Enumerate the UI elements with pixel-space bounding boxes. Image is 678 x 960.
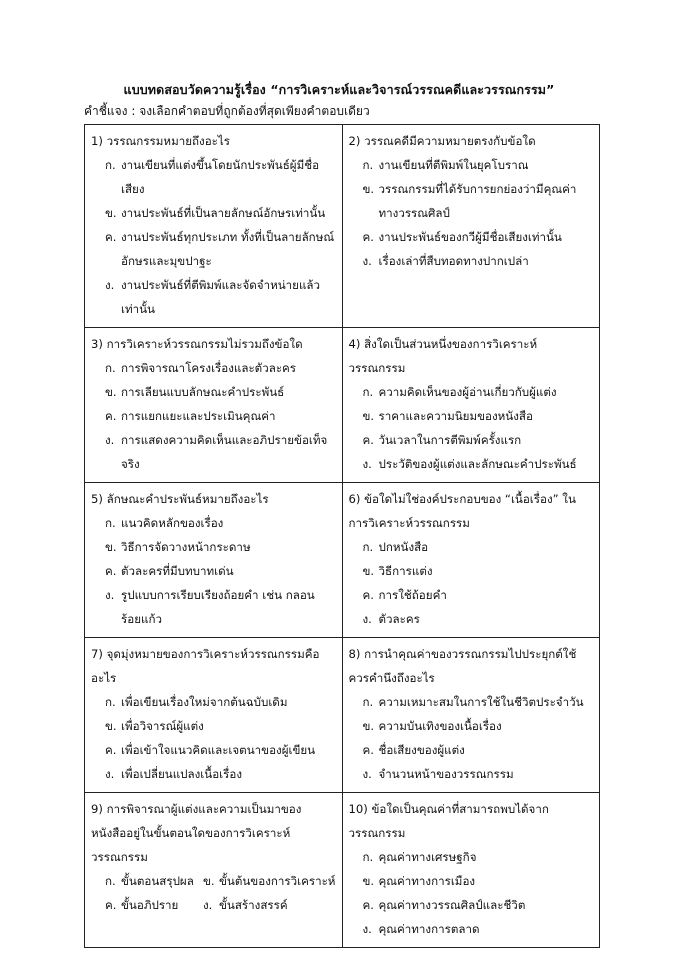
question-text: 8) การนำคุณค่าของวรรณกรรมไปประยุกต์ใช้ควรคำนึงถึงอะไร: [348, 647, 577, 685]
question-text: 1) วรรณกรรมหมายถึงอะไร: [91, 134, 230, 148]
question-text: 9) การพิจารณาผู้แต่งและความเป็นมาของหนังสืออยู่ในขั้นตอนใดของการวิเคราะห์วรรณกรรม: [91, 802, 302, 864]
option-a: ก. แนวคิดหลักของเรื่อง: [105, 516, 224, 530]
question-10: [342, 793, 600, 948]
page-title: แบบทดสอบวัดความรู้เรื่อง “การวิเคราะห์และวิจารณ์วรรณคดีและวรรณกรรม”: [123, 82, 555, 97]
option-d: ง. เรื่องเล่าที่สืบทอดทางปากเปล่า: [362, 254, 529, 268]
option-b: ข. เพื่อวิจารณ์ผู้แต่ง: [105, 719, 204, 733]
question-4: [342, 328, 600, 483]
option-d: ง. รูปแบบการเรียบเรียงถ้อยคำ เช่น กลอน ร้อยแก้ว: [105, 588, 315, 626]
option-d: ง. ตัวละคร: [362, 612, 420, 626]
question-text: 10) ข้อใดเป็นคุณค่าที่สามารถพบได้จากวรรณกรรม: [348, 802, 549, 840]
option-c: ค. ตัวละครที่มีบทบาทเด่น: [105, 564, 234, 578]
question-2: [342, 125, 600, 328]
question-text: 2) วรรณคดีมีความหมายตรงกับข้อใด: [348, 134, 536, 148]
option-b: ข. คุณค่าทางการเมือง: [362, 874, 476, 888]
option-b: ข. วรรณกรรมที่ได้รับการยกย่องว่ามีคุณค่าทางวรรณศิลป์: [362, 182, 577, 220]
option-c: ค. การแยกแยะและประเมินคุณค่า: [105, 409, 276, 423]
option-a: ก. ขั้นตอนสรุปผล: [105, 874, 194, 888]
option-a: ก. คุณค่าทางเศรษฐกิจ: [362, 850, 477, 864]
option-a: ก. เพื่อเขียนเรื่องใหม่จากต้นฉบับเดิม: [105, 695, 288, 709]
option-c: ค. การใช้ถ้อยคำ: [362, 588, 447, 602]
option-b: ข. วิธีการจัดวางหน้ากระดาษ: [105, 540, 251, 554]
option-b: ข. การเลียนแบบลักษณะคำประพันธ์: [105, 385, 285, 399]
question-7: [85, 638, 343, 793]
instruction: คำชี้แจง : จงเลือกคำตอบที่ถูกต้องที่สุดเพียงคำตอบเดียว: [84, 104, 370, 118]
table-row: [85, 328, 600, 483]
option-a: ก. ปกหนังสือ: [362, 540, 429, 554]
option-d: ง. การแสดงความคิดเห็นและอภิปรายข้อเท็จจริง: [105, 433, 328, 471]
option-d: ง. จำนวนหน้าของวรรณกรรม: [362, 767, 514, 781]
question-text: 6) ข้อใดไม่ใช่องค์ประกอบของ “เนื้อเรื่อง” ในการวิเคราะห์วรรณกรรม: [348, 492, 576, 530]
option-b: ข. ขั้นต้นของการวิเคราะห์: [203, 874, 336, 888]
option-d: ง. คุณค่าทางการตลาด: [362, 922, 480, 936]
question-8: [342, 638, 600, 793]
option-d: ง. งานประพันธ์ที่ตีพิมพ์และจัดจำหน่ายแล้วเท่านั้น: [105, 278, 321, 316]
option-d: ง. ประวัติของผู้แต่งและลักษณะคำประพันธ์: [362, 457, 577, 471]
table-row: [85, 483, 600, 638]
option-grid: [91, 869, 336, 917]
option-b: ข. วิธีการแต่ง: [362, 564, 433, 578]
option-d: ง. ขั้นสร้างสรรค์: [203, 898, 288, 912]
option-b: ข. ความบันเทิงของเนื้อเรื่อง: [362, 719, 502, 733]
table-row: [85, 638, 600, 793]
question-5: [85, 483, 343, 638]
option-b: ข. งานประพันธ์ที่เป็นลายลักษณ์อักษรเท่านั้น: [105, 206, 326, 220]
question-9: [85, 793, 343, 948]
option-c: ค. เพื่อเข้าใจแนวคิดและเจตนาของผู้เขียน: [105, 743, 316, 757]
option-c: ค. วันเวลาในการตีพิมพ์ครั้งแรก: [362, 433, 522, 447]
option-c: ค. ขั้นอภิปราย: [105, 898, 179, 912]
option-c: ค. งานประพันธ์ของกวีผู้มีชื่อเสียงเท่านั้น: [362, 230, 562, 244]
question-text: 3) การวิเคราะห์วรรณกรรมไม่รวมถึงข้อใด: [91, 337, 303, 351]
option-d: ง. เพื่อเปลี่ยนแปลงเนื้อเรื่อง: [105, 767, 242, 781]
option-c: ค. คุณค่าทางวรรณศิลป์และชีวิต: [362, 898, 526, 912]
question-text: 4) สิ่งใดเป็นส่วนหนึ่งของการวิเคราะห์วรรณกรรม: [348, 337, 538, 375]
option-a: ก. งานเขียนที่ตีพิมพ์ในยุคโบราณ: [362, 158, 529, 172]
question-6: [342, 483, 600, 638]
table-row: [85, 125, 600, 328]
option-a: ก. ความเหมาะสมในการใช้ในชีวิตประจำวัน: [362, 695, 584, 709]
question-text: 7) จุดมุ่งหมายของการวิเคราะห์วรรณกรรมคืออะไร: [91, 647, 320, 685]
option-c: ค. ชื่อเสียงของผู้แต่ง: [362, 743, 465, 757]
table-row: [85, 793, 600, 948]
question-1: [85, 125, 343, 328]
option-a: ก. งานเขียนที่แต่งขึ้นโดยนักประพันธ์ผู้มีชื่อเสียง: [105, 158, 320, 196]
question-text: 5) ลักษณะคำประพันธ์หมายถึงอะไร: [91, 492, 269, 506]
question-3: [85, 328, 343, 483]
option-b: ข. ราคาและความนิยมของหนังสือ: [362, 409, 533, 423]
option-c: ค. งานประพันธ์ทุกประเภท ทั้งที่เป็นลายลักษณ์อักษรและมุขปาฐะ: [105, 230, 335, 268]
option-a: ก. ความคิดเห็นของผู้อ่านเกี่ยวกับผู้แต่ง: [362, 385, 557, 399]
option-a: ก. การพิจารณาโครงเรื่องและตัวละคร: [105, 361, 297, 375]
question-table: [84, 124, 600, 948]
